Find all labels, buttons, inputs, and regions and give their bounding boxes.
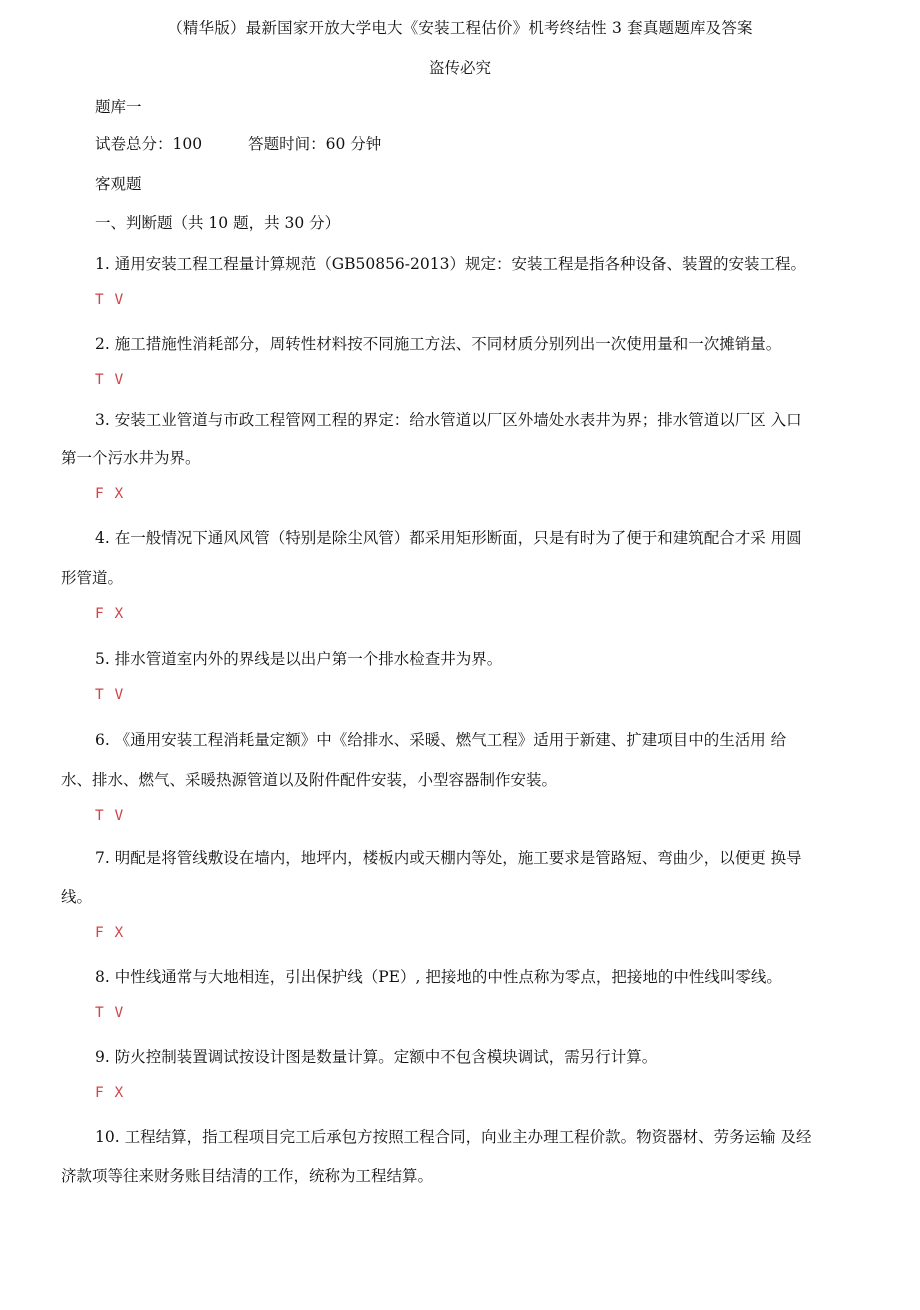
exam-meta (95, 132, 381, 154)
question-6-answer: T V (95, 808, 125, 824)
question-9-text: 9. 防火控制装置调试按设计图是数量计算。定额中不包含模块调试，需另行计算。 (95, 1048, 658, 1066)
question-3-answer: F X (95, 486, 125, 502)
question-8-text: 8. 中性线通常与大地相连，引出保护线（PE）, 把接地的中性点称为零点，把接地的中性线叫零线。 (95, 968, 782, 986)
question-4-answer: F X (95, 606, 125, 622)
question-6-text: 6. 《通用安装工程消耗量定额》中《给排水、采暖、燃气工程》适用于新建、扩建项目中的生活用 给 (95, 731, 787, 749)
section-judgment: 一、判断题（共 10 题，共 30 分） (95, 214, 341, 232)
total-score: 试卷总分：100 (95, 135, 203, 153)
question-7-text-cont: 线。 (61, 888, 93, 906)
question-4-text: 4. 在一般情况下通风风管（特别是除尘风管）都采用矩形断面，只是有时为了便于和建筑配合才采 用圆 (95, 529, 802, 547)
question-10-text: 10. 工程结算，指工程项目完工后承包方按照工程合同，向业主办理工程价款。物资器材、劳务运输 及经 (95, 1128, 812, 1146)
document-subtitle: 盗传必究 (428, 59, 491, 77)
question-1-answer: T V (95, 292, 125, 308)
time-limit: 答题时间：60 分钟 (248, 135, 382, 153)
question-6-text-cont: 水、排水、燃气、采暖热源管道以及附件配件安装，小型容器制作安装。 (61, 771, 558, 789)
question-5-text: 5. 排水管道室内外的界线是以出户第一个排水检查井为界。 (95, 650, 503, 668)
question-4-text-cont: 形管道。 (61, 569, 124, 587)
question-2-text: 2. 施工措施性消耗部分，周转性材料按不同施工方法、不同材质分别列出一次使用量和一次摊销量。 (95, 335, 782, 353)
question-1-text: 1. 通用安装工程工程量计算规范（GB50856-2013）规定：安装工程是指各种设备、装置的安装工程。 (95, 255, 806, 273)
section-objective: 客观题 (95, 175, 142, 193)
document-title: （精华版）最新国家开放大学电大《安装工程估价》机考终结性 3 套真题题库及答案 (167, 19, 753, 37)
question-10-text-cont: 济款项等往来财务账目结清的工作，统称为工程结算。 (61, 1167, 434, 1185)
question-3-text-cont: 第一个污水井为界。 (61, 449, 201, 467)
question-2-answer: T V (95, 372, 125, 388)
question-9-answer: F X (95, 1085, 125, 1101)
question-7-text: 7. 明配是将管线敷设在墙内，地坪内，楼板内或天棚内等处，施工要求是管路短、弯曲少，以便更 换导 (95, 849, 802, 867)
question-7-answer: F X (95, 925, 125, 941)
question-3-text: 3. 安装工业管道与市政工程管网工程的界定：给水管道以厂区外墙处水表井为界；排水管道以厂区 入口 (95, 411, 802, 429)
question-8-answer: T V (95, 1005, 125, 1021)
question-bank-label: 题库一 (95, 98, 142, 116)
question-5-answer: T V (95, 687, 125, 703)
